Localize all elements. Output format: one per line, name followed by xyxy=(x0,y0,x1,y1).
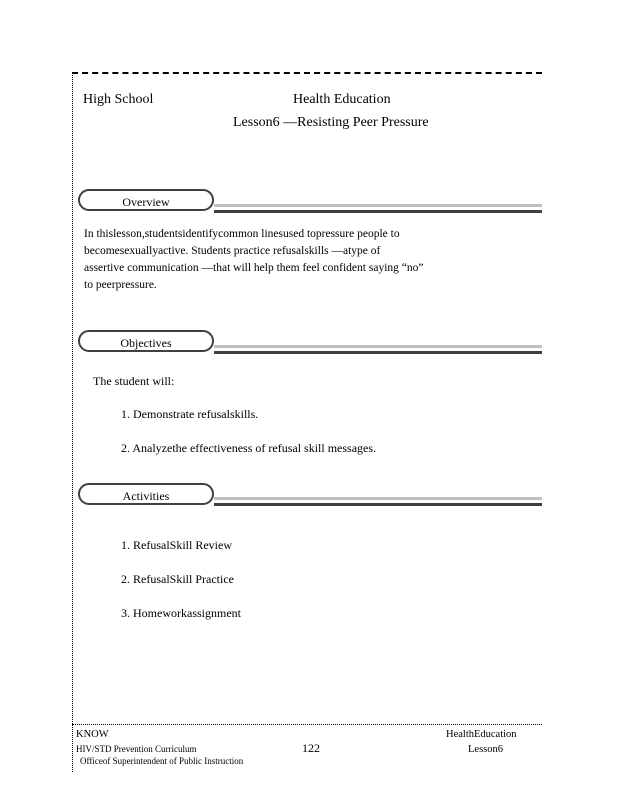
objective-item: 2. Analyzethe effectiveness of refusal skill messages. xyxy=(121,441,377,455)
subject-title: Health Education xyxy=(293,92,391,107)
objectives-tab: Objectives xyxy=(78,330,214,352)
objectives-intro: The student will: xyxy=(93,374,175,388)
objective-item: 1. Demonstrate refusalskills. xyxy=(121,407,259,421)
activity-item: 2. RefusalSkill Practice xyxy=(121,572,234,586)
overview-line: assertive communication —that will help them feel confident saying “no” xyxy=(84,262,424,274)
school-level: High School xyxy=(83,92,154,107)
objectives-rule-dark xyxy=(214,351,542,354)
activities-tab: Activities xyxy=(78,483,214,505)
footer-title-left: KNOW xyxy=(76,729,109,740)
footer-lesson: Lesson6 xyxy=(468,744,503,755)
overview-line: to peerpressure. xyxy=(84,279,157,291)
overview-rule-dark xyxy=(214,210,542,213)
objectives-rule-light xyxy=(214,345,542,348)
overview-line: In thislesson,studentsidentifycommon linesused topressure people to xyxy=(84,228,400,240)
page-border-top xyxy=(72,72,542,74)
lesson-title: Lesson6 —Resisting Peer Pressure xyxy=(233,115,429,130)
overview-rule-light xyxy=(214,204,542,207)
footer-rule xyxy=(72,724,542,725)
activities-rule-dark xyxy=(214,503,542,506)
overview-tab: Overview xyxy=(78,189,214,211)
activity-item: 3. Homeworkassignment xyxy=(121,606,241,620)
activity-item: 1. RefusalSkill Review xyxy=(121,538,232,552)
footer-title-right: HealthEducation xyxy=(446,729,517,740)
page-border-left xyxy=(72,72,73,772)
footer-curriculum: HIV/STD Prevention Curriculum xyxy=(76,744,197,754)
page-number: 122 xyxy=(302,741,320,755)
footer-office: Officeof Superintendent of Public Instruction xyxy=(80,756,244,766)
overview-line: becomesexuallyactive. Students practice refusalskills —atype of xyxy=(84,245,381,257)
activities-rule-light xyxy=(214,497,542,500)
